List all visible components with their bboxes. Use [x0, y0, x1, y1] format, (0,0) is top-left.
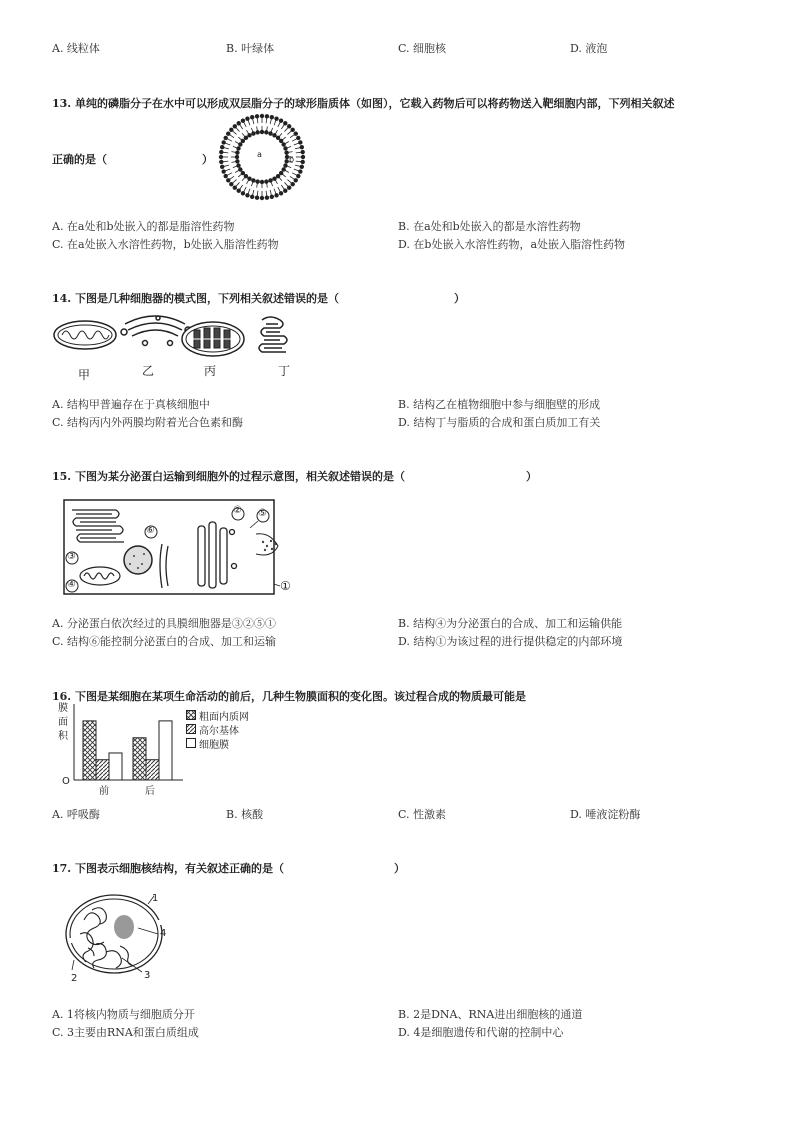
q16-option-d: D. 唾液淀粉酶 [570, 808, 641, 821]
lipid-head [233, 185, 237, 189]
lipid-head [245, 116, 249, 120]
secretion-label-1: ① [280, 579, 291, 593]
secretion-label-2: ② [233, 505, 242, 516]
lipid-head [301, 155, 305, 159]
q13-option-d: D. 在b处嵌入水溶性药物，a处嵌入脂溶性药物 [398, 238, 626, 251]
lipid-head [283, 189, 287, 193]
lipid-head [226, 132, 230, 136]
q17-option-b: B. 2是DNA、RNA进出细胞核的通道 [398, 1008, 583, 1021]
q14-paren-close: ） [454, 292, 465, 305]
membrane-area-chart [55, 700, 285, 800]
lipid-head [300, 165, 304, 169]
q17-paren-close: ） [394, 862, 405, 875]
legend-item-cell-membrane [186, 736, 249, 750]
lipid-head [268, 178, 272, 182]
lipid-head [251, 178, 255, 182]
lipid-head [283, 163, 287, 167]
lipid-head [250, 115, 254, 119]
lipid-head [290, 182, 294, 186]
lipid-head [294, 178, 298, 182]
lipid-head [272, 133, 276, 137]
lipid-head [272, 176, 276, 180]
lipid-head [298, 140, 302, 144]
lipid-head [237, 121, 241, 125]
legend-label-rough-er: 粗面内质网 [199, 711, 249, 723]
nucleus-structure [124, 546, 152, 574]
q14-option-c: C. 结构丙内外两膜均附着光合色素和酶 [52, 416, 244, 429]
bar-cell-membrane-after [159, 721, 172, 780]
legend-item-rough-er [186, 708, 249, 722]
lipid-head [260, 196, 264, 200]
q13-paren-close: ） [202, 153, 213, 166]
chart-category-after: 后 [145, 786, 155, 797]
endoplasmic-reticulum-icon [259, 317, 287, 352]
lipid-head [236, 146, 240, 150]
mitochondrion-icon [54, 321, 116, 349]
legend-item-golgi [186, 722, 249, 736]
lipid-head [290, 128, 294, 132]
golgi-icon [121, 316, 191, 346]
lipid-head [255, 196, 259, 200]
lipid-head [268, 131, 272, 135]
chart-origin-label: O [62, 776, 70, 787]
lipid-head [294, 132, 298, 136]
lipid-head [274, 116, 278, 120]
lipid-head [235, 150, 239, 154]
lipid-head [255, 130, 259, 134]
q17-stem: 17. 下图表示细胞核结构，有关叙述正确的是（ [52, 862, 284, 875]
nucleus-label-2: 2 [71, 973, 78, 984]
lipid-head [219, 155, 223, 159]
nucleus-label-1: 1 [152, 893, 159, 904]
lipid-head [219, 160, 223, 164]
secretion-label-3: ③ [67, 551, 76, 562]
legend-label-golgi: 高尔基体 [199, 725, 239, 737]
lipid-head [241, 171, 245, 175]
q12-option-b: B. 叶绿体 [226, 42, 275, 55]
q17-option-a: A. 1将核内物质与细胞质分开 [52, 1008, 195, 1021]
lipid-head [238, 167, 242, 171]
lipid-head [281, 142, 285, 146]
q12-option-a: A. 线粒体 [52, 42, 100, 55]
q14-option-d: D. 结构丁与脂质的合成和蛋白质加工有关 [398, 416, 601, 429]
legend-label-cell-membrane: 细胞膜 [199, 739, 229, 751]
organelle-label-jia: 甲 [78, 368, 91, 382]
lipid-head [287, 185, 291, 189]
q13-option-a: A. 在a处和b处嵌入的都是脂溶性药物 [52, 220, 235, 233]
lipid-head [235, 159, 239, 163]
lipid-head [221, 169, 225, 173]
lipid-head [270, 115, 274, 119]
q17-option-c: C. 3主要由RNA和蛋白质组成 [52, 1026, 199, 1039]
lipid-head [260, 180, 264, 184]
lipid-head [219, 150, 223, 154]
lipid-head [264, 130, 268, 134]
q15-option-b: B. 结构④为分泌蛋白的合成、加工和运输供能 [398, 617, 623, 630]
lipid-head [244, 136, 248, 140]
lipid-head [223, 136, 227, 140]
organelle-label-bing: 丙 [204, 364, 217, 378]
organelle-label-ding: 丁 [278, 364, 291, 378]
q14-stem: 14. 下图是几种细胞器的模式图，下列相关叙述错误的是（ [52, 292, 339, 305]
q13-stem-line1: 13. 单纯的磷脂分子在水中可以形成双层脂分子的球形脂质体（如图），它载入药物后可以将药物送入靶细胞内部，下列相关叙述 [52, 97, 675, 110]
lipid-head [265, 114, 269, 118]
bar-golgi-after [146, 760, 159, 780]
q12-option-c: C. 细胞核 [398, 42, 447, 55]
lipid-head [233, 124, 237, 128]
organelle-label-yi: 乙 [142, 364, 155, 378]
organelles-figure [50, 312, 300, 362]
secretion-label-6: ⑥ [146, 525, 155, 536]
lipid-head [251, 131, 255, 135]
q15-option-c: C. 结构⑥能控制分泌蛋白的合成、加工和运输 [52, 635, 277, 648]
q14-option-b: B. 结构乙在植物细胞中参与细胞壁的形成 [398, 398, 601, 411]
q16-option-c: C. 性激素 [398, 808, 447, 821]
lipid-head [221, 140, 225, 144]
liposome-label-a: a [257, 150, 262, 159]
lipid-head [235, 155, 239, 159]
lipid-head [247, 176, 251, 180]
lipid-head [238, 142, 242, 146]
lipid-head [301, 160, 305, 164]
lipid-head [223, 174, 227, 178]
lipid-head [296, 136, 300, 140]
lipid-head [279, 191, 283, 195]
lipid-head [279, 139, 283, 143]
lipid-head [260, 114, 264, 118]
nucleus-label-3: 3 [144, 970, 151, 981]
lipid-head [255, 114, 259, 118]
secretion-label-5: ⑤ [258, 508, 267, 519]
chart-category-before: 前 [99, 786, 109, 797]
lipid-head [245, 193, 249, 197]
q14-option-a: A. 结构甲普遍存在于真核细胞中 [52, 398, 210, 411]
q17-option-d: D. 4是细胞遗传和代谢的控制中心 [398, 1026, 564, 1039]
lipid-head [264, 179, 268, 183]
lipid-head [229, 128, 233, 132]
lipid-head [287, 124, 291, 128]
lipid-head [255, 179, 259, 183]
bar-rough-er-after [133, 738, 146, 780]
lipid-head [241, 191, 245, 195]
q12-option-d: D. 液泡 [570, 42, 608, 55]
lipid-head [229, 182, 233, 186]
lipid-head [274, 193, 278, 197]
bar-cell-membrane-before [109, 753, 122, 780]
lipid-head [270, 195, 274, 199]
q15-stem: 15. 下图为某分泌蛋白运输到细胞外的过程示意图，相关叙述错误的是（ [52, 470, 405, 483]
lipid-head [247, 133, 251, 137]
lipid-head [236, 163, 240, 167]
lipid-head [260, 130, 264, 134]
q16-option-a: A. 呼吸酶 [52, 808, 100, 821]
liposome-label-b: b [289, 155, 295, 164]
secretion-label-4: ④ [67, 579, 76, 590]
q13-option-b: B. 在a处和b处嵌入的都是水溶性药物 [398, 220, 581, 233]
q15-paren-close: ） [526, 470, 537, 483]
lipid-head [281, 167, 285, 171]
lipid-head [226, 178, 230, 182]
lipid-head [296, 174, 300, 178]
lipid-head [250, 195, 254, 199]
q15-option-d: D. 结构①为该过程的进行提供稳定的内部环境 [398, 635, 623, 648]
lipid-head [220, 165, 224, 169]
lipid-head [298, 169, 302, 173]
lipid-head [220, 145, 224, 149]
lipid-head [283, 146, 287, 150]
chart-legend [186, 708, 249, 750]
lipid-head [300, 145, 304, 149]
q16-option-b: B. 核酸 [226, 808, 264, 821]
q16-stem: 16. 下图是某细胞在某项生命活动的前后，几种生物膜面积的变化图。该过程合成的物质最可能是 [52, 690, 526, 703]
q13-option-c: C. 在a处嵌入水溶性药物，b处嵌入脂溶性药物 [52, 238, 279, 251]
lipid-head [241, 118, 245, 122]
nucleolus [114, 915, 134, 939]
lipid-head [265, 196, 269, 200]
lipid-head [301, 150, 305, 154]
lipid-head [276, 174, 280, 178]
nucleus-label-4: 4 [160, 928, 167, 939]
q15-option-a: A. 分泌蛋白依次经过的具膜细胞器是③②⑤① [52, 617, 276, 630]
lipid-head [279, 118, 283, 122]
chloroplast-icon [182, 322, 244, 356]
lipid-head [237, 189, 241, 193]
lipid-head [283, 121, 287, 125]
chart-y-label: 膜面积 [58, 703, 68, 742]
q13-stem-line2: 正确的是（ [52, 153, 107, 166]
bar-rough-er-before [83, 721, 96, 780]
bar-golgi-before [96, 760, 109, 780]
